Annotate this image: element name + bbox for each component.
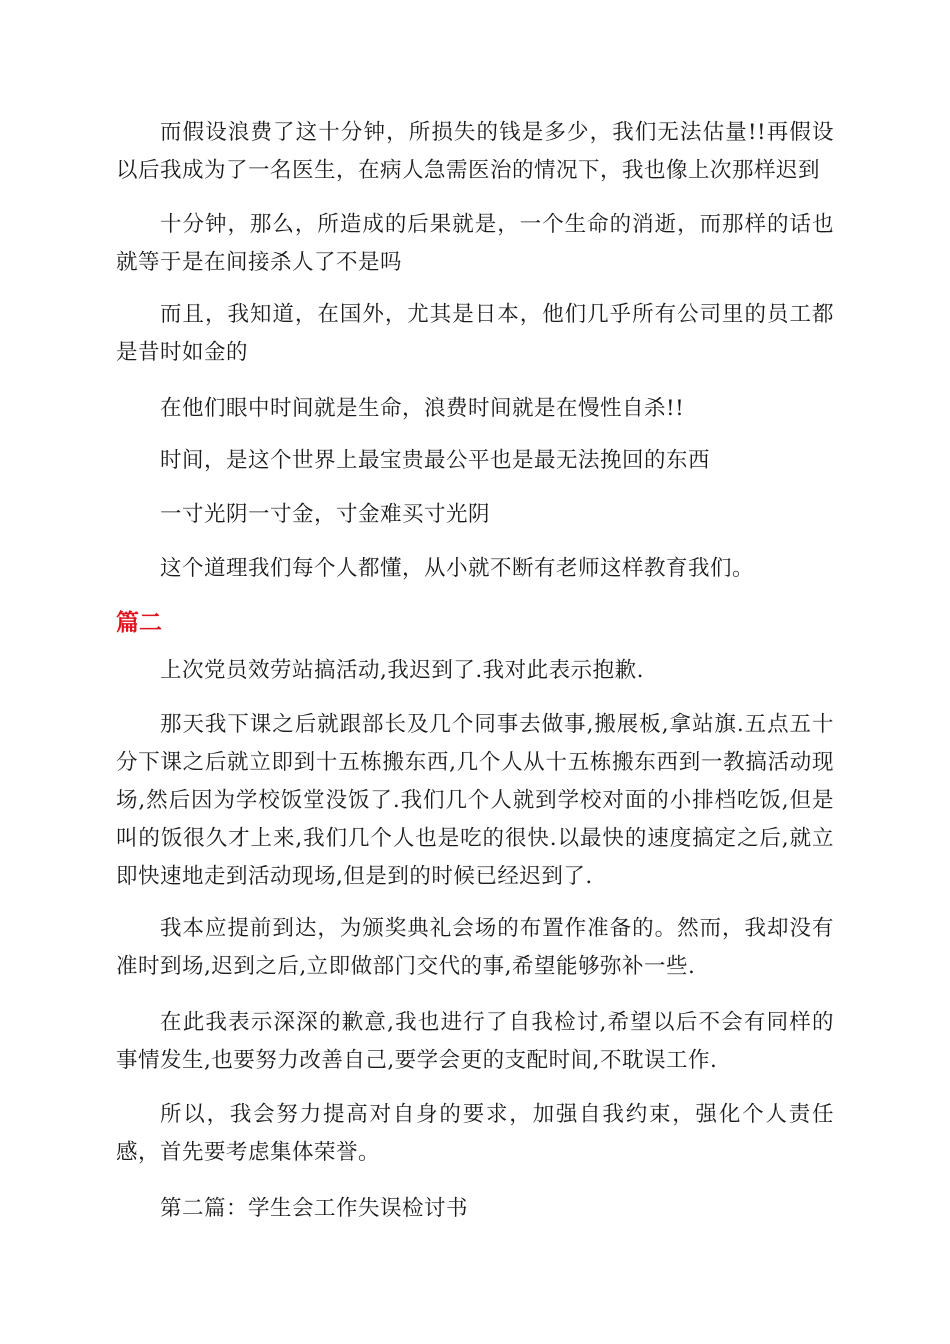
paragraph: 上次党员效劳站搞活动,我迟到了.我对此表示抱歉.	[160, 658, 645, 683]
paragraph: 而假设浪费了这十分钟，所损失的钱是多少，我们无法估量!!再假设以后我成为了一名医生，在病人急需医治的情况下，我也像上次那样迟到	[116, 120, 834, 183]
section-heading: 篇二	[116, 610, 162, 636]
paragraph: 时间，是这个世界上最宝贵最公平也是最无法挽回的东西	[160, 448, 711, 473]
paragraph: 在他们眼中时间就是生命，浪费时间就是在慢性自杀!!	[160, 396, 685, 421]
paragraph: 第二篇：学生会工作失误检讨书	[160, 1196, 469, 1221]
paragraph: 而且，我知道，在国外，尤其是日本，他们几乎所有公司里的员工都是昔时如金的	[116, 302, 834, 365]
paragraph: 一寸光阴一寸金，寸金难买寸光阴	[160, 502, 491, 527]
paragraph: 我本应提前到达，为颁奖典礼会场的布置作准备的。然而，我却没有准时到场,迟到之后,立即做部门交代的事,希望能够弥补一些.	[116, 916, 834, 979]
paragraph: 那天我下课之后就跟部长及几个同事去做事,搬展板,拿站旗.五点五十分下课之后就立即到十五栋搬东西,几个人从十五栋搬东西到一教搞活动现场,然后因为学校饭堂没饭了.我们几个人就到学校对面的小排档吃饭,但是叫的饭很久才上来,我们几个人也是吃的很快.以最快的速度搞定之后,就立即快速地走到活动现场,但是到的时候已经迟到了.	[116, 712, 834, 889]
paragraph: 这个道理我们每个人都懂，从小就不断有老师这样教育我们。	[160, 556, 755, 581]
paragraph: 所以，我会努力提高对自身的要求，加强自我约束，强化个人责任感，首先要考虑集体荣誉。	[116, 1102, 834, 1165]
paragraph: 十分钟，那么，所造成的后果就是，一个生命的消逝，而那样的话也就等于是在间接杀人了不是吗	[116, 212, 834, 275]
paragraph: 在此我表示深深的歉意,我也进行了自我检讨,希望以后不会有同样的事情发生,也要努力改善自己,要学会更的支配时间,不耽误工作.	[116, 1010, 834, 1073]
